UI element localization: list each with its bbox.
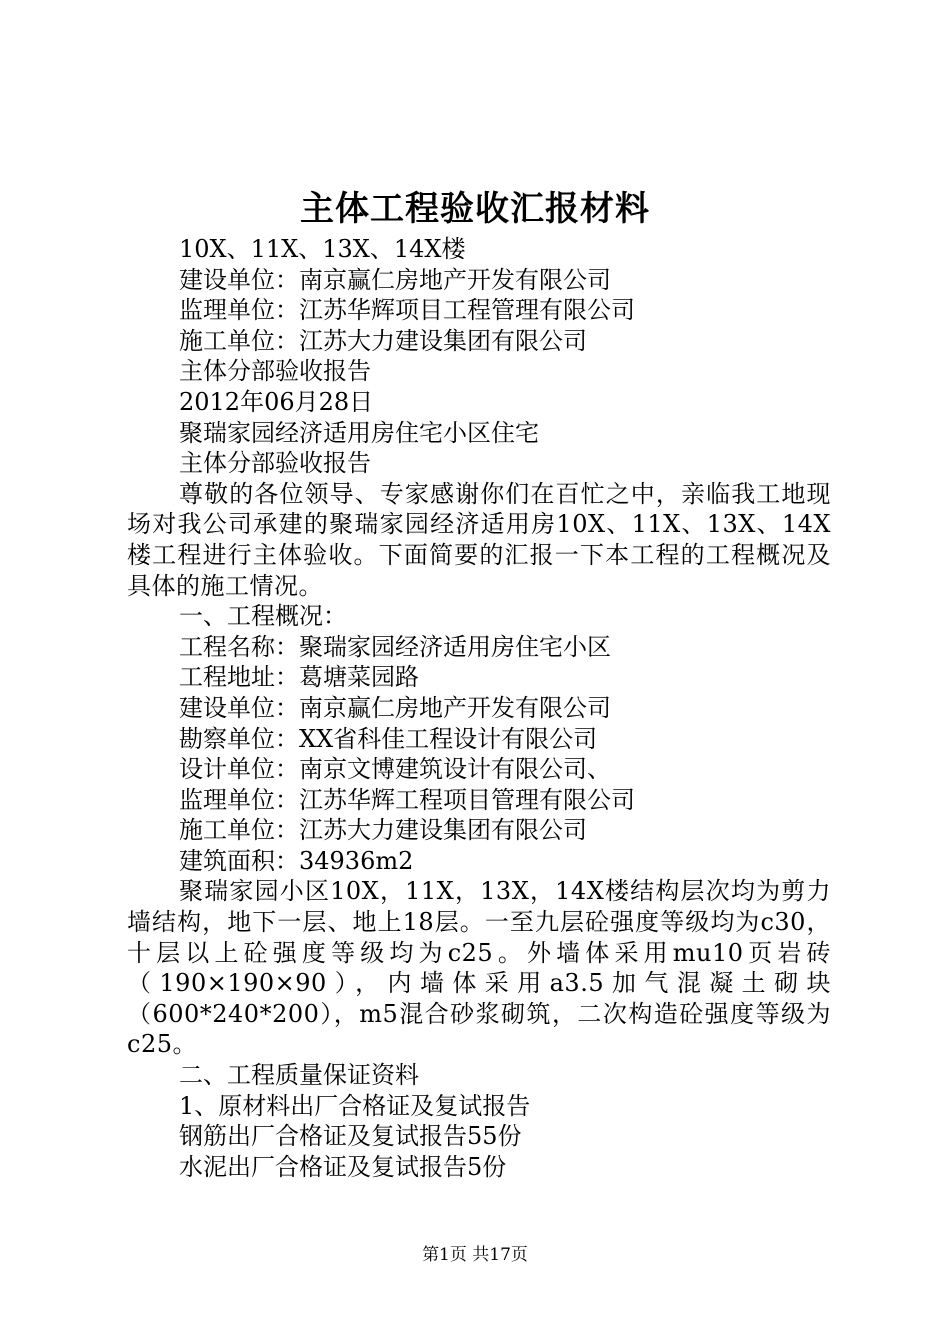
intro-paragraph: 尊敬的各位领导、专家感谢你们在百忙之中，亲临我工地现场对我公司承建的聚瑞家园经济适用房10X、11X、13X、14X楼工程进行主体验收。下面简要的汇报一下本工程的工程概况及具体的施工情况。 <box>127 479 831 600</box>
document-body <box>127 234 831 1182</box>
overview-developer: 建设单位：南京赢仁房地产开发有限公司 <box>179 693 611 722</box>
header-line-developer: 建设单位：南京赢仁房地产开发有限公司 <box>179 265 611 294</box>
page-number-footer: 第1页 共17页 <box>422 1245 528 1265</box>
header-line-report-title-2: 主体分部验收报告 <box>179 449 371 478</box>
overview-contractor: 施工单位：江苏大力建设集团有限公司 <box>179 816 587 845</box>
header-line-supervisor: 监理单位：江苏华辉项目工程管理有限公司 <box>179 296 635 325</box>
quality-item-rebar: 钢筋出厂合格证及复试报告55份 <box>179 1122 522 1151</box>
overview-floor-area: 建筑面积：34936m2 <box>179 846 414 875</box>
overview-address: 工程地址：葛塘菜园路 <box>179 663 419 692</box>
overview-project-name: 工程名称：聚瑞家园经济适用房住宅小区 <box>179 632 611 661</box>
structure-paragraph: 聚瑞家园小区10X，11X，13X，14X楼结构层次均为剪力墙结构，地下一层、地上18层。一至九层砼强度等级均为c30，十层以上砼强度等级均为c25。外墙体采用mu10页岩砖（190×190×90），内墙体采用a3.5加气混凝土砌块（600*240*200），m5混合砂浆砌筑，二次构造砼强度等级为c25。 <box>127 877 831 1059</box>
quality-item-cement: 水泥出厂合格证及复试报告5份 <box>179 1152 507 1181</box>
overview-survey-unit: 勘察单位：XX省科佳工程设计有限公司 <box>179 724 598 753</box>
header-line-project: 聚瑞家园经济适用房住宅小区住宅 <box>179 418 539 447</box>
header-line-date: 2012年06月28日 <box>179 387 374 416</box>
quality-item-raw-materials: 1、原材料出厂合格证及复试报告 <box>179 1091 531 1120</box>
document-title: 主体工程验收汇报材料 <box>300 189 650 229</box>
overview-supervisor: 监理单位：江苏华辉工程项目管理有限公司 <box>179 785 635 814</box>
header-line-contractor: 施工单位：江苏大力建设集团有限公司 <box>179 326 587 355</box>
overview-design-unit: 设计单位：南京文博建筑设计有限公司、 <box>179 755 611 784</box>
section2-heading: 二、工程质量保证资料 <box>179 1061 419 1090</box>
header-line-buildings: 10X、11X、13X、14X楼 <box>179 235 466 263</box>
section1-heading: 一、工程概况： <box>179 602 347 631</box>
header-line-report-title: 主体分部验收报告 <box>179 357 371 386</box>
